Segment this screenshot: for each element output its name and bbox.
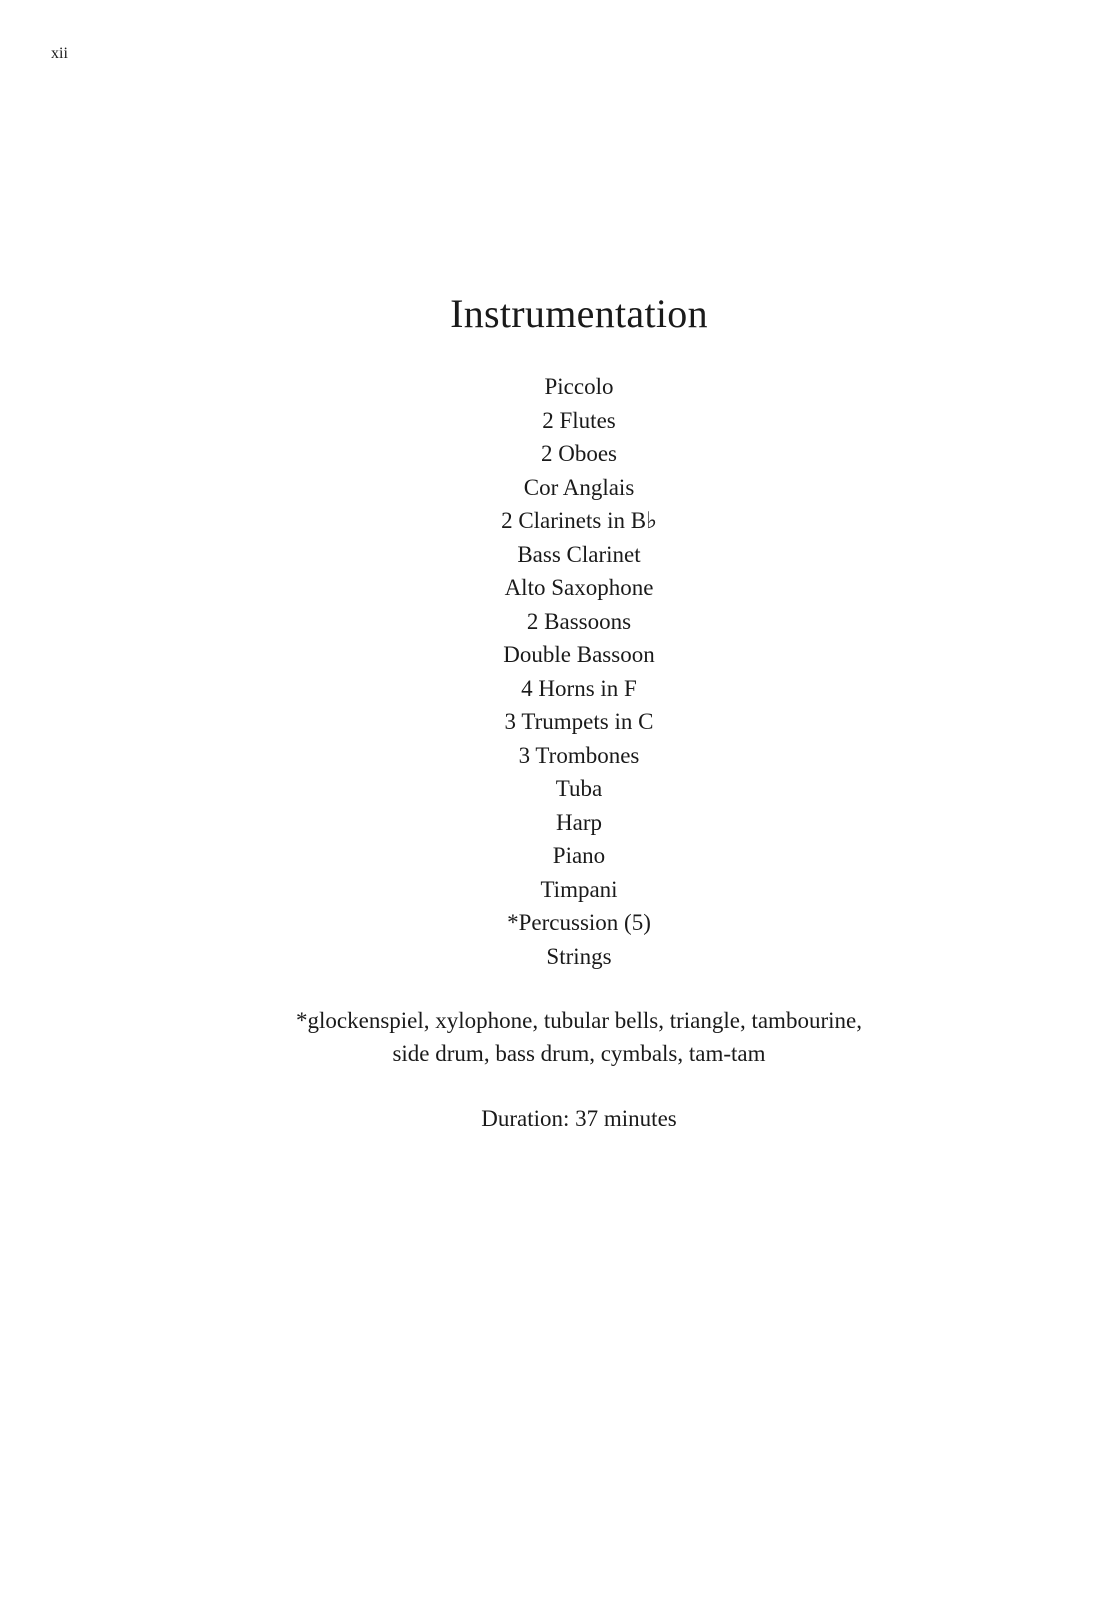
percussion-footnote [0, 1004, 1114, 1070]
list-item: 2 Bassoons [526, 608, 632, 634]
instrument-list [0, 370, 1114, 973]
footnote-line: *glockenspiel, xylophone, tubular bells, triangle, tambourine, [296, 1008, 862, 1033]
list-item: Strings [546, 943, 612, 969]
list-item: Piccolo [544, 374, 614, 399]
list-item: Alto Saxophone [504, 575, 654, 600]
list-item: 3 Trombones [518, 742, 640, 768]
list-item: Tuba [555, 776, 603, 801]
list-item: Cor Anglais [523, 474, 635, 500]
page-number: xii [51, 45, 68, 62]
list-item: Timpani [540, 876, 618, 902]
page-title: Instrumentation [450, 291, 708, 336]
list-item: Double Bassoon [503, 642, 655, 667]
list-item: 2 Oboes [540, 441, 618, 466]
list-item: Bass Clarinet [517, 541, 641, 567]
footnote-line: side drum, bass drum, cymbals, tam-tam [392, 1041, 766, 1066]
list-item: 3 Trumpets in C [504, 709, 654, 734]
list-item: 4 Horns in F [521, 675, 637, 701]
list-item: 2 Flutes [542, 407, 616, 433]
list-item: Harp [556, 809, 602, 835]
list-item: *Percussion (5) [507, 910, 651, 935]
duration-text: Duration: 37 minutes [481, 1106, 677, 1131]
list-item: 2 Clarinets in B♭ [501, 508, 657, 533]
list-item: Piano [552, 843, 606, 868]
